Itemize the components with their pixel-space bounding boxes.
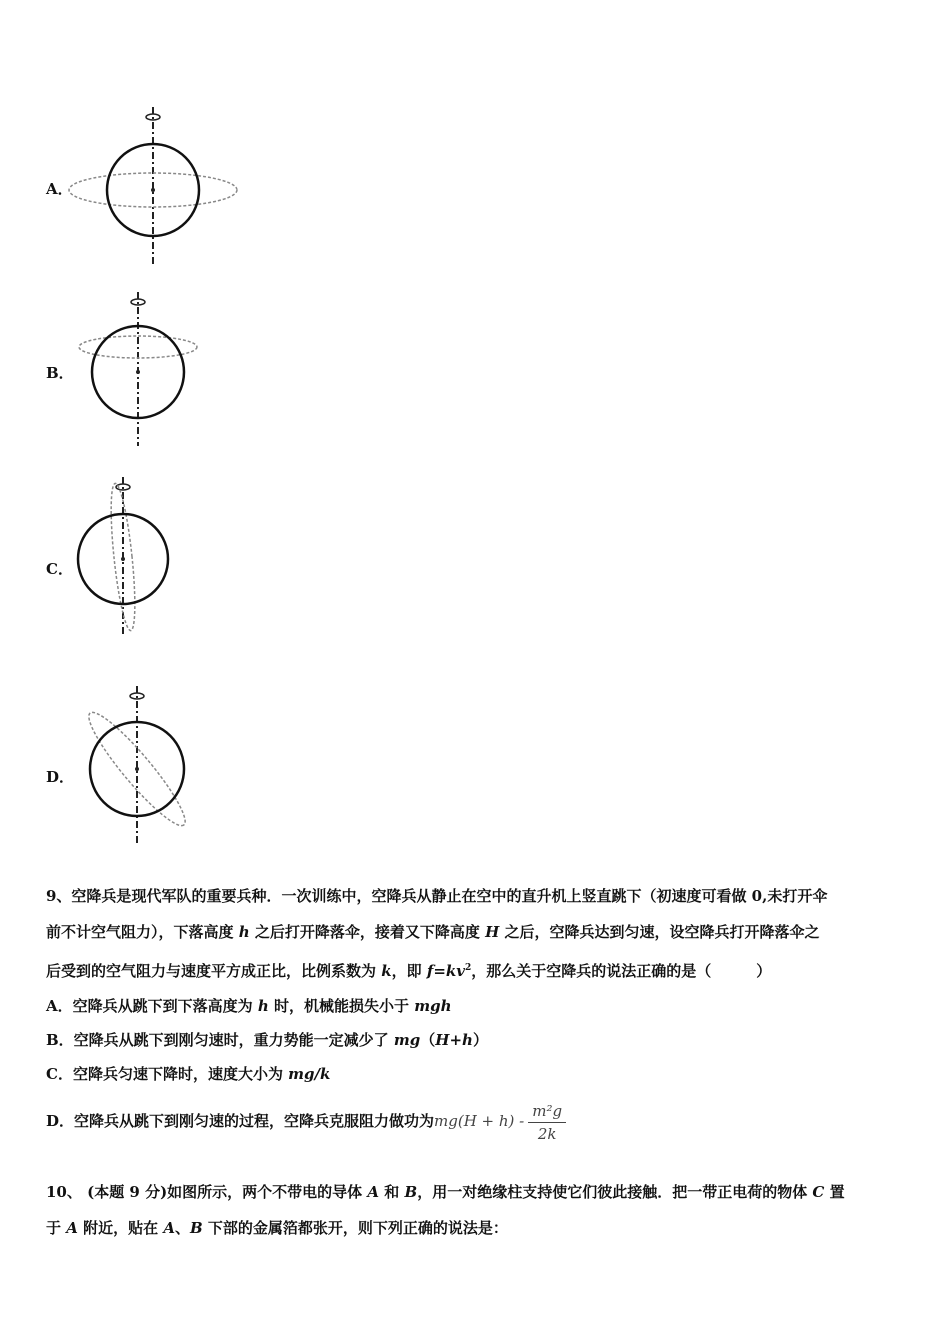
- option-a-label: A．: [46, 180, 73, 198]
- q9-stem-line-1: 9、空降兵是现代军队的重要兵种．一次训练中，空降兵从静止在空中的直升机上竖直跳下（初速度可看做 0,未打开伞: [46, 887, 828, 905]
- figure-d-sphere-diagram: [72, 684, 202, 849]
- q9-option-b: B．空降兵从跳下到刚匀速时，重力势能一定减少了 mg（H+h）: [46, 1031, 488, 1049]
- q9-option-d-formula: mg(H + h) -: [434, 1112, 525, 1130]
- q9-stem-line-2: 前不计空气阻力），下落高度 h 之后打开降落伞，接着又下降高度 H 之后，空降兵达到匀速，设空降兵打开降落伞之: [46, 923, 820, 941]
- figure-c-sphere-diagram: [70, 475, 180, 640]
- option-c-label: C．: [46, 560, 73, 578]
- figure-b-sphere-diagram: [70, 290, 210, 450]
- figure-a-sphere-diagram: [66, 105, 246, 270]
- q9-stem-line-3: 后受到的空气阻力与速度平方成正比，比例系数为 k，即 $f=kv^2$，那么关于空降兵的说法正确的是（ ）: [46, 962, 772, 980]
- q9-option-d: D．空降兵从跳下到刚匀速的过程，空降兵克服阻力做功为mg(H + h) - $\frac{\text{m²g}}{2k}$: [46, 1091, 916, 1151]
- question-10: [46, 1174, 916, 1246]
- q10-stem-line-2: 于 A 附近，贴在 A、B 下部的金属箔都张开，则下列正确的说法是：: [46, 1219, 508, 1237]
- q9-option-a: A．空降兵从跳下到下落高度为 h 时，机械能损失小于 mgh: [46, 997, 452, 1015]
- q9-option-d-fraction: $\frac{\text{m²g}}{2k}$: [528, 1100, 566, 1145]
- option-d-label: D．: [46, 768, 75, 786]
- question-9: [46, 878, 916, 1151]
- q9-option-c: C．空降兵匀速下降时，速度大小为 mg/k: [46, 1065, 331, 1083]
- option-b-label: B．: [46, 364, 74, 382]
- q10-stem-line-1: 10、 (本题 9 分)如图所示，两个不带电的导体 A 和 B，用一对绝缘柱支持使它们彼此接触．把一带正电荷的物体 C 置: [46, 1183, 845, 1201]
